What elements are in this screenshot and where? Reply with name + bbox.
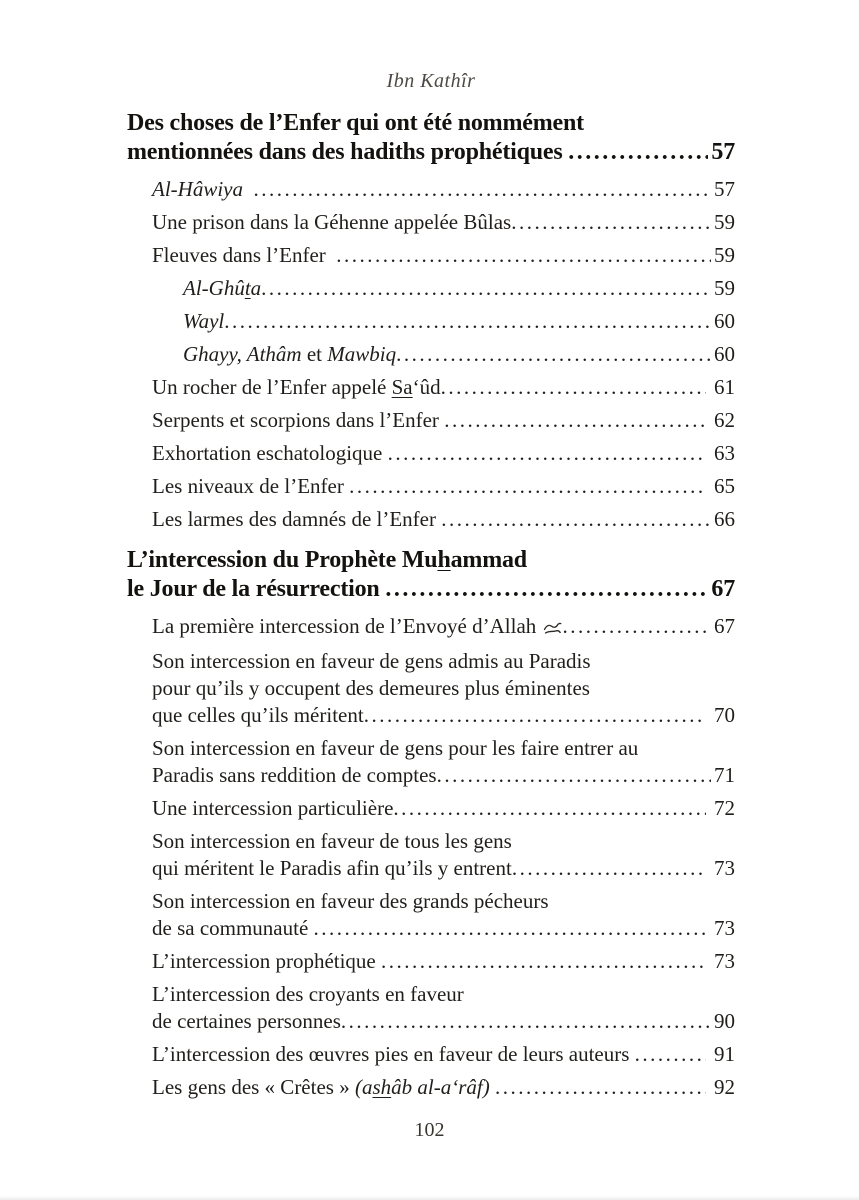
- toc-text-segment: de sa communauté: [152, 916, 314, 940]
- toc-entry-text: [127, 547, 527, 573]
- toc-text-segment: pour qu’ils y occupent des demeures plus éminentes: [152, 676, 590, 700]
- toc-text-segment: Son intercession en faveur des grands pécheurs: [152, 889, 549, 913]
- toc-entry-text: [183, 275, 261, 302]
- toc-entry-line: [183, 341, 735, 368]
- toc-entry-text: [152, 795, 393, 822]
- toc-page-number: 66: [714, 507, 735, 531]
- toc-page-number: 63: [708, 441, 735, 465]
- toc-entry-text: [152, 374, 441, 401]
- toc-entry-line: [152, 675, 735, 702]
- toc-entry-line: [152, 374, 735, 401]
- toc-entry: [183, 308, 735, 335]
- toc-entry: [152, 440, 735, 467]
- toc-page-number: 59: [714, 210, 735, 234]
- dotted-leader: [441, 506, 711, 533]
- toc-entry-line: [152, 828, 735, 855]
- toc-entry: [152, 407, 735, 434]
- toc-entry-text: [127, 138, 568, 167]
- toc-page-number: 73: [708, 916, 735, 940]
- toc-text-segment: L’intercession prophétique: [152, 949, 382, 973]
- dotted-leader: [635, 1041, 706, 1068]
- toc-entry-text: [183, 341, 396, 368]
- toc-entry-line: [152, 613, 735, 642]
- toc-entry: [152, 613, 735, 642]
- toc-entry-text: [152, 676, 590, 700]
- toc-text-segment: Al-Hâwiya: [152, 177, 254, 201]
- toc-entry-text: [152, 736, 638, 760]
- saw-symbol: [543, 615, 562, 642]
- toc-entry-text: [152, 915, 314, 942]
- toc-entry: [183, 341, 735, 368]
- toc-page-number: 57: [711, 139, 735, 165]
- toc-page-number: 60: [714, 309, 735, 333]
- toc-text-segment: âb al-a‘râf): [391, 1075, 490, 1099]
- toc-entry-text: [152, 762, 437, 789]
- toc-entry-text: [127, 575, 385, 604]
- toc-entry: [152, 209, 735, 236]
- toc-entry: [183, 275, 735, 302]
- dotted-leader: [385, 575, 708, 604]
- toc-page-number: 57: [714, 177, 735, 201]
- toc-text-segment: Un rocher de l’Enfer appelé: [152, 375, 392, 399]
- toc-entry-line: [152, 981, 735, 1008]
- toc-entry: [152, 795, 735, 822]
- toc-text-segment: t: [244, 276, 251, 300]
- toc-text-segment: Mawbiq: [327, 342, 397, 366]
- toc-page-number: 73: [708, 949, 735, 973]
- dotted-leader: [512, 855, 706, 882]
- toc-entry-text: [152, 1041, 635, 1068]
- toc-text-segment: Son intercession en faveur de tous les gens: [152, 829, 512, 853]
- dotted-leader: [563, 613, 706, 640]
- page-edge-shadow: [0, 1196, 859, 1200]
- toc-entry-text: [152, 242, 336, 269]
- toc-entry: [152, 735, 735, 789]
- toc-entry-line: [152, 948, 735, 975]
- toc-entry-line: [152, 648, 735, 675]
- toc-entry-text: [152, 209, 511, 236]
- dotted-leader: [495, 1074, 706, 1101]
- toc-text-segment: Al-Ghû: [183, 276, 245, 300]
- toc-page-number: 65: [708, 474, 735, 498]
- dotted-leader: [364, 702, 706, 729]
- toc-entry-line: [152, 1008, 735, 1035]
- toc-entry: [152, 648, 735, 729]
- toc-page-number: 90: [714, 1009, 735, 1033]
- toc-entry-line: [152, 473, 735, 500]
- toc-page-number: 59: [714, 243, 735, 267]
- toc-page-number: 72: [708, 796, 735, 820]
- toc-entry-line: [152, 176, 735, 203]
- toc-text-segment: Son intercession en faveur de gens admis au Paradis: [152, 649, 591, 673]
- toc-text-segment: mentionnées dans des hadiths prophétiques: [127, 139, 569, 165]
- dotted-leader: [253, 176, 711, 203]
- toc-text-segment: La première intercession de l’Envoyé d’Allah: [152, 614, 542, 638]
- toc-text-segment: Les larmes des damnés de l’Enfer: [152, 507, 442, 531]
- toc-entry-text: [152, 176, 253, 203]
- toc-text-segment: Fleuves dans l’Enfer: [152, 243, 337, 267]
- toc-entry-line: [152, 735, 735, 762]
- toc-text-segment: Ghayy, Athâm: [183, 342, 302, 366]
- toc-entry-text: [152, 473, 349, 500]
- toc-page-number: 61: [708, 375, 735, 399]
- toc-text-segment: L’intercession du Prophète Mu: [127, 547, 438, 573]
- toc-text-segment: ‘ûd: [412, 375, 441, 399]
- toc-entry-text: [152, 440, 388, 467]
- page-number-footer: 102: [414, 1119, 445, 1141]
- toc-entry-text: [152, 855, 512, 882]
- toc-entry-line: [152, 888, 735, 915]
- toc-entry: [152, 828, 735, 882]
- toc-entry-line: [152, 915, 735, 942]
- toc-text-segment: et: [301, 342, 328, 366]
- toc-page-number: 91: [708, 1042, 735, 1066]
- running-head-title: Ibn Kathîr: [386, 70, 476, 92]
- toc-entry-text: [152, 1008, 341, 1035]
- toc-entry-line: [152, 795, 735, 822]
- dotted-leader: [437, 762, 711, 789]
- dotted-leader: [224, 308, 711, 335]
- toc-entry-line: [152, 209, 735, 236]
- toc-text-segment: le Jour de la résurrection: [127, 576, 386, 602]
- dotted-leader: [396, 341, 711, 368]
- toc-entry-line: [152, 1074, 735, 1101]
- toc-entry-text: [152, 889, 549, 913]
- toc-page-number: 70: [708, 703, 735, 727]
- toc-entry-line: [152, 242, 735, 269]
- dotted-leader: [261, 275, 711, 302]
- toc-entry-text: [152, 1074, 495, 1101]
- toc-entry: [152, 1041, 735, 1068]
- toc-entry-line: [152, 1041, 735, 1068]
- dotted-leader: [441, 374, 706, 401]
- toc-page-number: 67: [711, 576, 735, 602]
- toc-text-segment: (a: [354, 1075, 373, 1099]
- toc-page-number: 73: [708, 856, 735, 880]
- toc-entry-line: [183, 275, 735, 302]
- toc-entry-text: [183, 308, 224, 335]
- toc-entry-line: [152, 440, 735, 467]
- toc-entry-text: [152, 613, 563, 642]
- toc-entry-text: [152, 649, 591, 673]
- toc-text-segment: L’intercession des œuvres pies en faveur de leurs auteurs: [152, 1042, 635, 1066]
- toc-text-segment: sh: [372, 1075, 392, 1099]
- toc-text-segment: Serpents et scorpions dans l’Enfer: [152, 408, 445, 432]
- toc-entry-text: [152, 702, 364, 729]
- toc-entry: [152, 242, 735, 269]
- toc-entry-line: [152, 702, 735, 729]
- dotted-leader: [381, 948, 706, 975]
- dotted-leader: [393, 795, 705, 822]
- toc-page-number: 60: [714, 342, 735, 366]
- toc-entry: [152, 506, 735, 533]
- toc-entry-line: [152, 855, 735, 882]
- toc-entry: [152, 176, 735, 203]
- toc-section-heading: [127, 546, 735, 604]
- dotted-leader: [511, 209, 711, 236]
- toc-text-segment: a: [250, 276, 262, 300]
- toc-text-segment: ammad: [450, 547, 527, 573]
- toc-page-number: 92: [708, 1075, 735, 1099]
- toc-entry-line: [152, 506, 735, 533]
- toc-entry: [152, 888, 735, 942]
- toc-text-segment: h: [437, 547, 451, 573]
- toc-entry-line: [127, 575, 735, 604]
- toc-list: [127, 109, 735, 1101]
- toc-text-segment: Les gens des « Crêtes »: [152, 1075, 355, 1099]
- toc-text-segment: Sa: [391, 375, 413, 399]
- dotted-leader: [349, 473, 706, 500]
- toc-entry-line: [127, 109, 735, 138]
- toc-text-segment: Une prison dans la Géhenne appelée Bûlas: [152, 210, 512, 234]
- dotted-leader: [341, 1008, 711, 1035]
- toc-entry-text: [152, 829, 512, 853]
- toc-text-segment: Une intercession particulière: [152, 796, 394, 820]
- toc-entry-line: [152, 407, 735, 434]
- toc-entry-text: [152, 948, 381, 975]
- dotted-leader: [568, 138, 708, 167]
- dotted-leader: [336, 242, 711, 269]
- toc-entry: [152, 1074, 735, 1101]
- toc-entry: [152, 473, 735, 500]
- toc-text-segment: Exhortation eschatologique: [152, 441, 388, 465]
- toc-text-segment: Les niveaux de l’Enfer: [152, 474, 350, 498]
- toc-entry-line: [127, 138, 735, 167]
- toc-entry: [152, 981, 735, 1035]
- toc-text-segment: Wayl: [183, 309, 225, 333]
- toc-entry-line: [183, 308, 735, 335]
- toc-entry-text: [152, 506, 441, 533]
- toc-entry: [152, 948, 735, 975]
- toc-page-number: 59: [714, 276, 735, 300]
- dotted-leader: [444, 407, 706, 434]
- dotted-leader: [314, 915, 706, 942]
- toc-text-segment: que celles qu’ils méritent: [152, 703, 364, 727]
- toc-text-segment: qui méritent le Paradis afin qu’ils y entrent: [152, 856, 512, 880]
- toc-page-number: 62: [708, 408, 735, 432]
- toc-entry-line: [127, 546, 735, 575]
- toc-section-heading: [127, 109, 735, 167]
- toc-text-segment: L’intercession des croyants en faveur: [152, 982, 464, 1006]
- toc-text-segment: de certaines personnes: [152, 1009, 341, 1033]
- dotted-leader: [388, 440, 706, 467]
- toc-entry-text: [127, 110, 584, 136]
- toc-text-segment: Paradis sans reddition de comptes: [152, 763, 437, 787]
- toc-text-segment: Son intercession en faveur de gens pour les faire entrer au: [152, 736, 639, 760]
- toc-page-number: 71: [714, 763, 735, 787]
- toc-entry-line: [152, 762, 735, 789]
- toc-entry-text: [152, 982, 464, 1006]
- toc-page-number: 67: [708, 614, 735, 638]
- toc-entry: [152, 374, 735, 401]
- toc-text-segment: Des choses de l’Enfer qui ont été nommément: [127, 110, 584, 136]
- toc-entry-text: [152, 407, 444, 434]
